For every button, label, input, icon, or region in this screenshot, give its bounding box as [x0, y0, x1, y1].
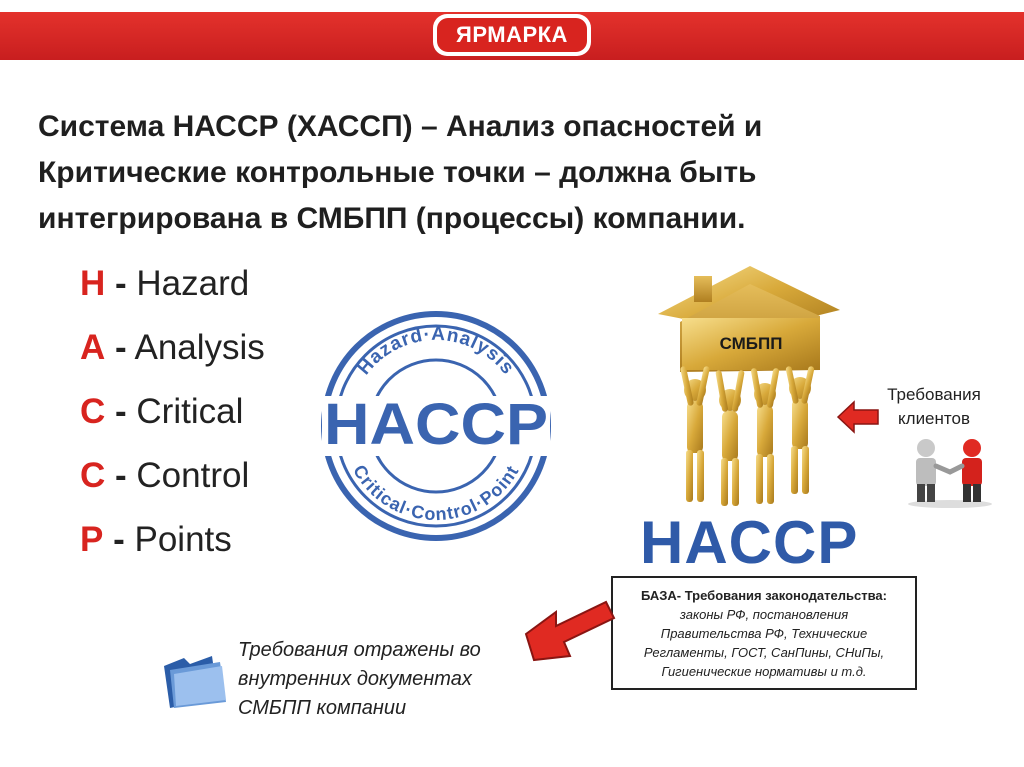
acronym-letter: A — [80, 328, 106, 367]
acronym-letter: H — [80, 264, 106, 303]
internal-docs-line: Требования отражены во — [238, 639, 481, 661]
legal-base-title: БАЗА- Требования законодательства: — [641, 588, 887, 603]
acronym-word: Critical — [136, 392, 244, 431]
acronym-word: Points — [134, 520, 232, 559]
internal-docs-line: СМБПП компании — [238, 697, 407, 719]
folder-icon — [160, 652, 230, 710]
acronym-dash: - — [115, 392, 127, 431]
acronym-word: Hazard — [136, 264, 250, 303]
handshake-icon — [904, 436, 996, 508]
seal-bottom-arc-text: Critical·Control·Point — [349, 461, 523, 525]
slide-title: Система НАССР (ХАССП) – Анализ опасностей и Критические контрольные точки – должна быть интегрирована в СМБПП (процессы) компании. — [38, 110, 763, 235]
haccp-label: HACCP — [640, 509, 859, 576]
acronym-word: Analysis — [134, 328, 265, 367]
acronym-dash: - — [115, 328, 127, 367]
legal-base-line: Регламенты, ГОСТ, СанПины, СНиПы, — [643, 645, 885, 660]
legal-base-line: Правительства РФ, Технические — [660, 626, 868, 641]
legal-base-line: Гигиенические нормативы и т.д. — [661, 664, 867, 679]
client-requirements-line: клиентов — [898, 409, 970, 428]
legal-base-line: законы РФ, постановления — [679, 607, 849, 622]
acronym-letter: C — [80, 456, 106, 495]
acronym-letter: C — [80, 392, 106, 431]
internal-docs-line: внутренних документах — [238, 668, 472, 690]
brand-logo[interactable] — [433, 14, 591, 56]
acronym-word: Control — [136, 456, 250, 495]
internal-docs-text — [238, 636, 538, 723]
brand-logo-text: ЯРМАРКА — [437, 18, 587, 52]
seal-top-arc-text: Hazard·Analysis — [353, 323, 519, 379]
legal-base-box — [611, 576, 917, 690]
acronym-dash: - — [115, 456, 127, 495]
acronym-dash: - — [115, 264, 127, 303]
acronym-dash: - — [113, 520, 125, 559]
client-requirements-line: Требования — [887, 385, 981, 404]
house-label: СМБПП — [719, 334, 783, 353]
haccp-seal-icon — [318, 308, 554, 544]
seal-center-text: HACCP — [324, 392, 548, 457]
acronym-letter: P — [80, 520, 104, 559]
client-requirements-label — [870, 383, 998, 431]
house-figures-icon — [640, 262, 850, 522]
